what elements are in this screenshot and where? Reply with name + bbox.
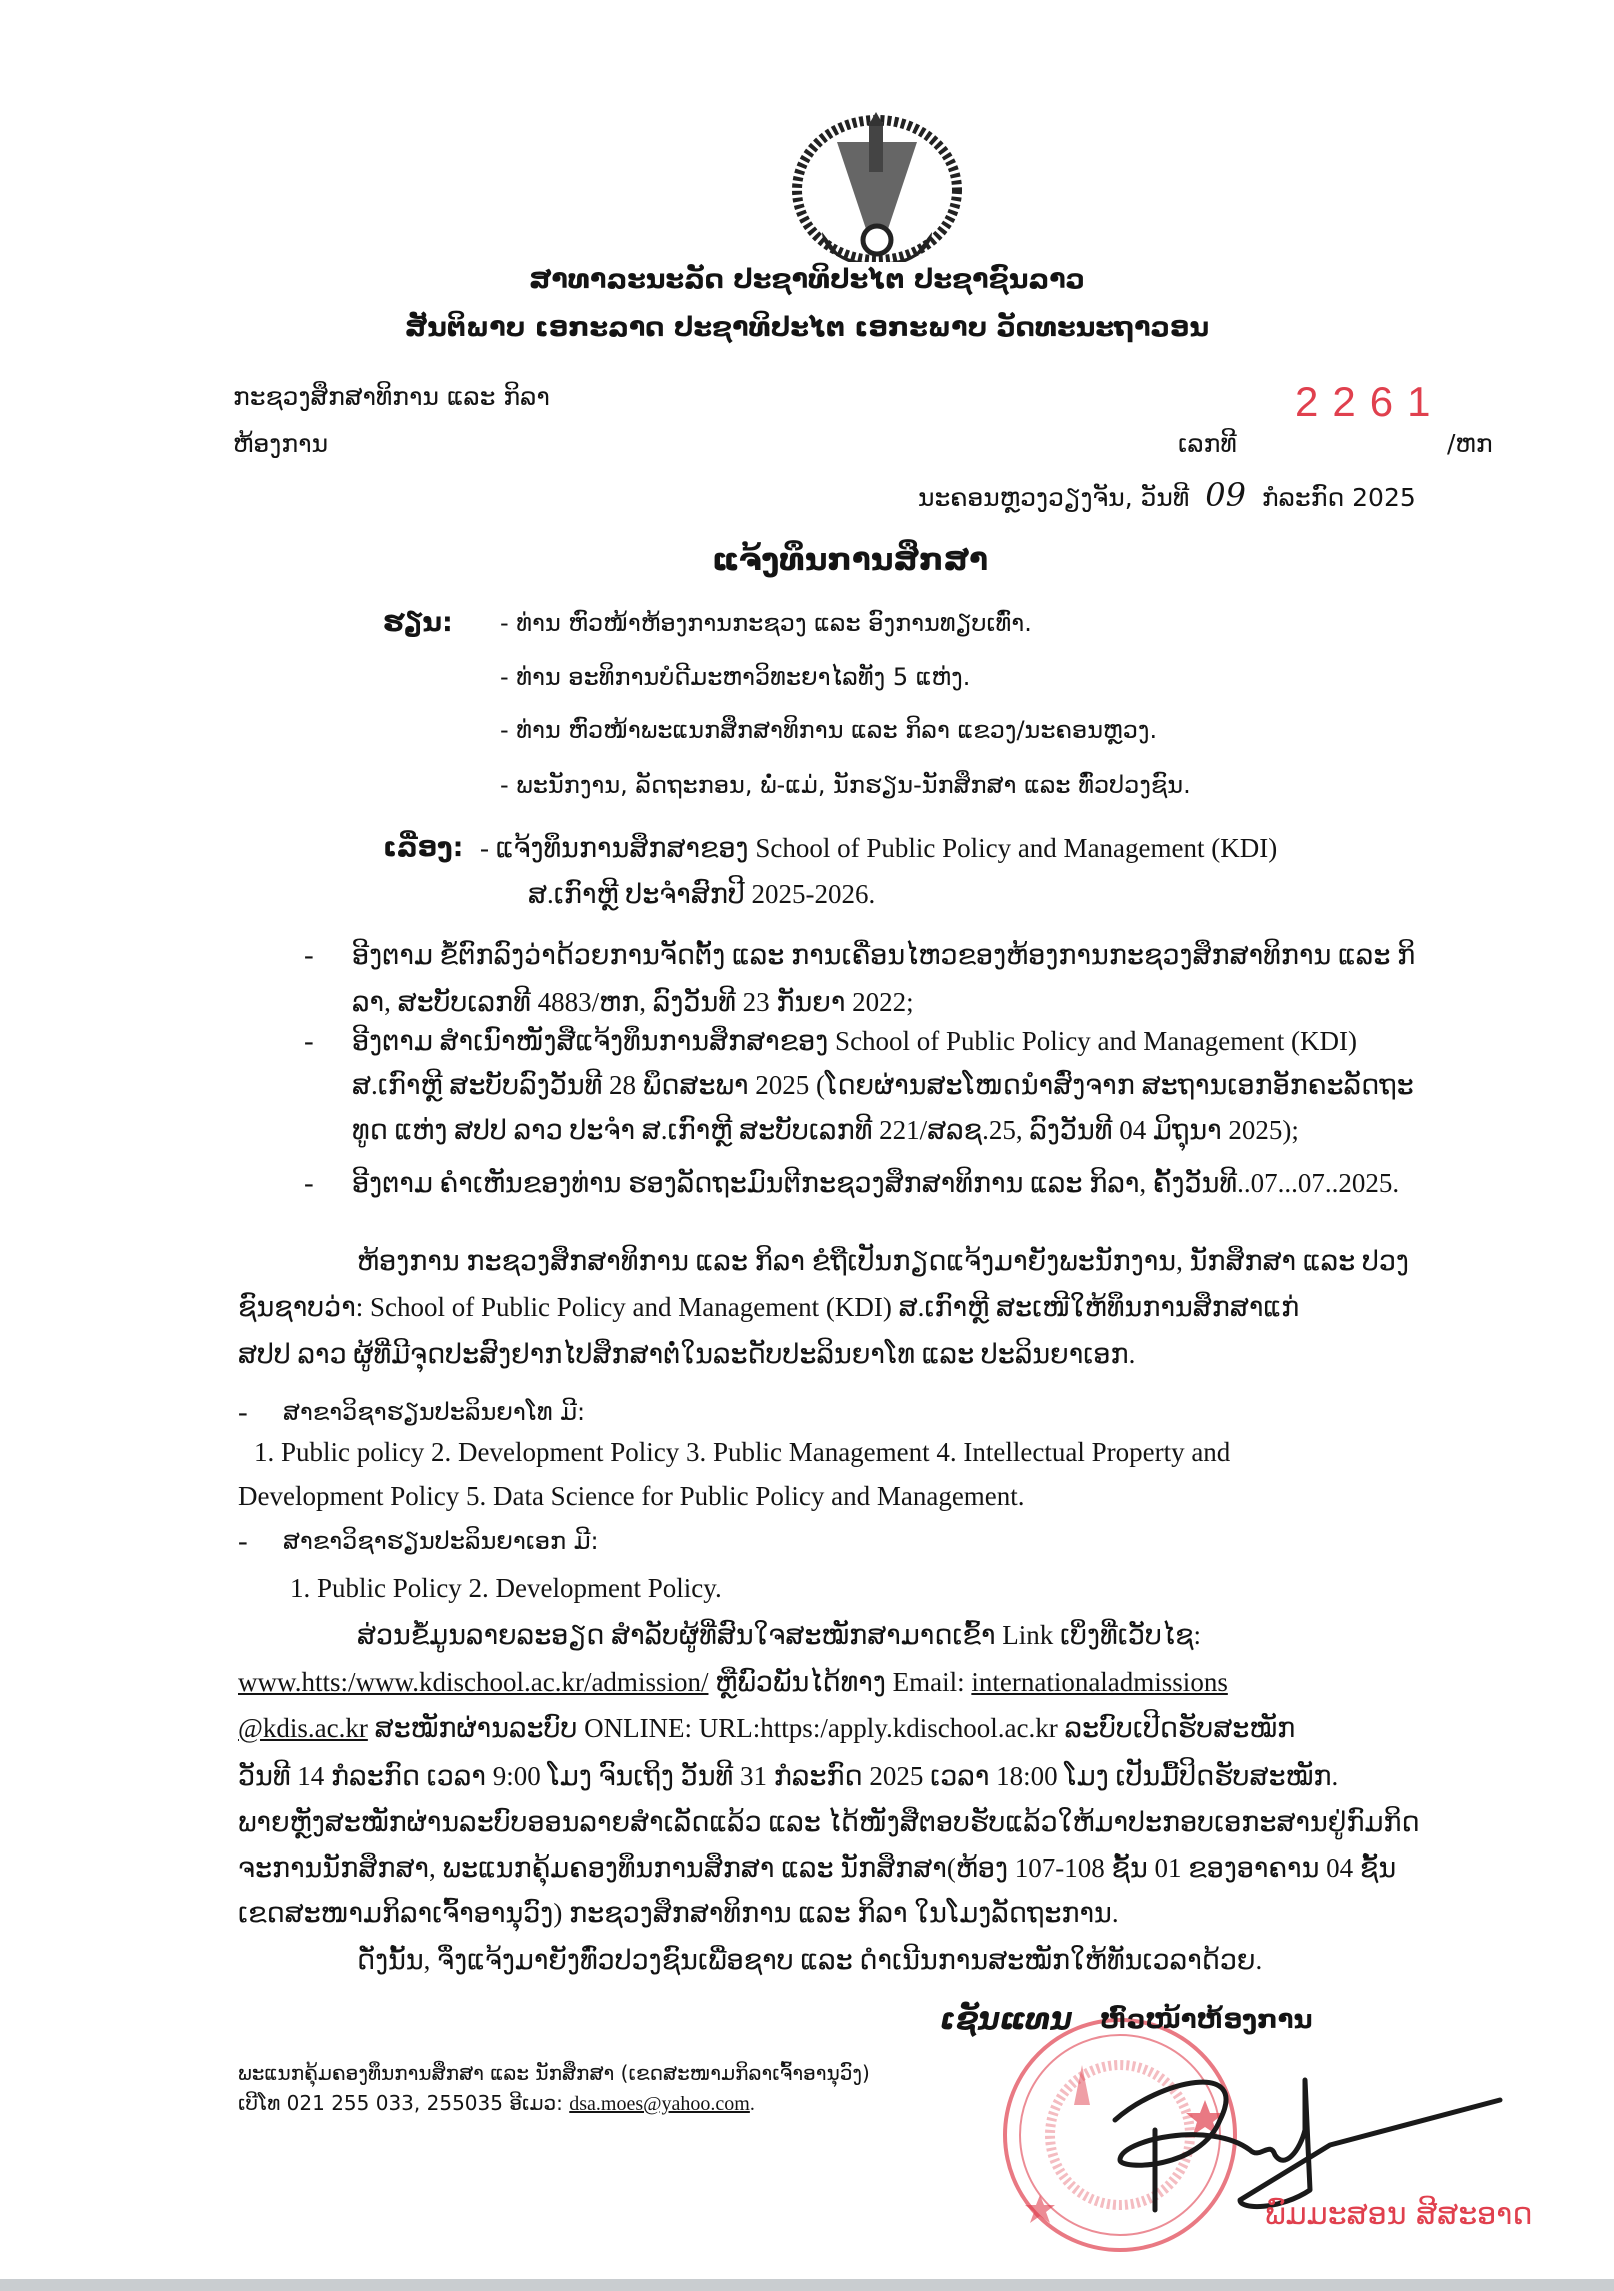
recipient-item: - ທ່ານ ອະທິການບໍດີມະຫາວິທະຍາໄລທັງ 5 ແຫ່ງ. xyxy=(500,663,971,691)
subject-line: - ແຈ້ງທຶນການສຶກສາຂອງ School of Public Policy and Management (KDI) xyxy=(480,833,1278,863)
document-title: ແຈ້ງທຶນການສຶກສາ xyxy=(712,542,989,578)
handwritten-day: 09 xyxy=(1205,476,1246,514)
phd-heading: ສາຂາວິຊາຮຽນປະລິນຍາເອກ ມີ: xyxy=(283,1527,599,1555)
place-date xyxy=(918,475,1416,518)
reference-bullet: - xyxy=(304,939,314,971)
subject-line: ສ.ເກົາຫຼີ ປະຈຳສົກປີ 2025-2026. xyxy=(528,879,876,909)
recipient-item: - ທ່ານ ຫົວໜ້າພະແນກສຶກສາທິການ ແລະ ກິລາ ແຂວງ/ນະຄອນຫຼວງ. xyxy=(500,716,1158,744)
closing-line: ດັ່ງນັ້ນ, ຈຶ່ງແຈ້ງມາຍັງທົ່ວປວງຊົນເພື່ອຊາບ ແລະ ດຳເນີນການສະໝັກໃຫ້ທັນເວລາດ້ວຍ. xyxy=(357,1945,1263,1975)
subject-label: ເລື່ອງ: xyxy=(383,832,464,863)
email-link-part1[interactable]: internationaladmissions xyxy=(971,1667,1228,1697)
signatory-title: ຫົວໜ້າຫ້ອງການ xyxy=(1100,2005,1313,2035)
masters-heading: ສາຂາວິຊາຮຽນປະລິນຍາໂທ ມີ: xyxy=(283,1398,586,1426)
signatory-name: ພົມມະສອນ ສີສະອາດ xyxy=(1265,2197,1533,2232)
footer-period: . xyxy=(749,2093,755,2115)
scan-edge xyxy=(0,2279,1614,2291)
online-line xyxy=(238,1708,1295,1748)
place-date-prefix: ນະຄອນຫຼວງວຽງຈັນ, ວັນທີ xyxy=(918,483,1190,512)
office-name: ຫ້ອງການ xyxy=(233,429,329,458)
recipients-label: ຮຽນ: xyxy=(383,607,453,638)
footer-phone: ເບີໂທ 021 255 033, 255035 ອີເມວ: xyxy=(238,2091,570,2115)
reference-bullet: - xyxy=(304,1167,314,1199)
body-line: ຊົນຊາບວ່າ: School of Public Policy and Management (KDI) ສ.ເກົາຫຼີ ສະເໜີໃຫ້ທຶນການສຶກສາແກ່ xyxy=(238,1292,1300,1322)
masters-programs: Development Policy 5. Data Science for Public Policy and Management. xyxy=(238,1481,1025,1511)
reference-line: ອີງຕາມ ຄຳເຫັນຂອງທ່ານ ຮອງລັດຖະມົນຕີກະຊວງສຶກສາທິການ ແລະ ກິລາ, ຄັ້ງວັນທີ..07...07..2025. xyxy=(352,1168,1400,1198)
footer-department: ພະແນກຄຸ້ມຄອງທຶນການສຶກສາ ແລະ ນັກສຶກສາ (ເຂດສະໜາມກິລາເຈົ້າອານຸວົງ) xyxy=(238,2061,870,2085)
phd-programs: 1. Public Policy 2. Development Policy. xyxy=(290,1573,722,1603)
details-intro: ສ່ວນຂໍ້ມູນລາຍລະອຽດ ສຳລັບຜູ້ທີ່ສົນໃຈສະໝັກສາມາດເຂົ້າ Link ເບິ່ງທີ່ເວັບໄຊ: xyxy=(357,1620,1202,1650)
ministry-name: ກະຊວງສຶກສາທິການ ແລະ ກິລາ xyxy=(233,382,550,411)
list-bullet: - xyxy=(238,1396,248,1428)
email-link-part2[interactable]: @kdis.ac.kr xyxy=(238,1713,368,1743)
body-line: ເຂດສະໜາມກິລາເຈົ້າອານຸວົງ) ກະຊວງສຶກສາທິການ ແລະ ກິລາ ໃນໂມງລັດຖະການ. xyxy=(238,1898,1119,1928)
reference-line: ອີງຕາມ ສຳເນົາໜັງສືແຈ້ງທຶນການສຶກສາຂອງ School of Public Policy and Management (KDI) xyxy=(352,1026,1357,1056)
country-heading: ສາທາລະນະລັດ ປະຊາທິປະໄຕ ປະຊາຊົນລາວ xyxy=(529,264,1085,295)
reference-line: ທູດ ແຫ່ງ ສປປ ລາວ ປະຈຳ ສ.ເກົາຫຼີ ສະບັບເລກທີ 221/ສລຊ.25, ລົງວັນທີ 04 ມິຖຸນາ 2025); xyxy=(352,1115,1299,1145)
contact-text: ຫຼືພົວພັນໄດ້ທາງ Email: xyxy=(708,1667,972,1697)
reference-line: ລາ, ສະບັບເລກທີ 4883/ຫກ, ລົງວັນທີ 23 ກັນຍາ 2022; xyxy=(352,987,914,1017)
reference-line: ອີງຕາມ ຂໍ້ຕົກລົງວ່າດ້ວຍການຈັດຕັ້ງ ແລະ ການເຄື່ອນໄຫວຂອງຫ້ອງການກະຊວງສຶກສາທິການ ແລະ ກິ xyxy=(352,940,1416,970)
number-suffix: /ຫກ xyxy=(1447,429,1493,458)
national-emblem xyxy=(742,112,1012,262)
recipient-item: - ພະນັກງານ, ລັດຖະກອນ, ພໍ່-ແມ່, ນັກຮຽນ-ນັກສຶກສາ ແລະ ທົ່ວປວງຊົນ. xyxy=(500,771,1191,799)
body-line: ພາຍຫຼັງສະໝັກຜ່ານລະບົບອອນລາຍສຳເລັດແລ້ວ ແລະ ໄດ້ໜັງສືຕອບຮັບແລ້ວໃຫ້ມາປະກອບເອກະສານຢູ່ກົມກິດ xyxy=(238,1807,1420,1837)
number-label: ເລກທີ xyxy=(1178,429,1237,458)
recipient-item: - ທ່ານ ຫົວໜ້າຫ້ອງການກະຊວງ ແລະ ອົງການທຽບເທົ່າ. xyxy=(500,609,1032,637)
body-line: ຈະການນັກສຶກສາ, ພະແນກຄຸ້ມຄອງທຶນການສຶກສາ ແລະ ນັກສຶກສາ(ຫ້ອງ 107-108 ຊັ້ນ 01 ຂອງອາຄານ 04 ຊັ້ນ xyxy=(238,1853,1397,1883)
contact-line xyxy=(238,1662,1228,1702)
motto-heading: ສັນຕິພາບ ເອກະລາດ ປະຊາທິປະໄຕ ເອກະພາບ ວັດທະນະຖາວອນ xyxy=(404,312,1210,343)
website-link[interactable]: www.htts:/www.kdischool.ac.kr/admission/ xyxy=(238,1667,709,1697)
body-line: ວັນທີ 14 ກໍລະກົດ ເວລາ 9:00 ໂມງ ຈົນເຖິງ ວັນທີ 31 ກໍລະກົດ 2025 ເວລາ 18:00 ໂມງ ເປັນມື້ປິດຮັບສະໝັກ. xyxy=(238,1761,1339,1791)
list-bullet: - xyxy=(238,1525,248,1557)
footer-contact xyxy=(238,2088,755,2119)
signed-on-behalf: ເຊັນແທນ xyxy=(940,2002,1072,2037)
footer-email-link[interactable]: dsa.moes@yahoo.com xyxy=(569,2093,750,2115)
reference-line: ສ.ເກົາຫຼີ ສະບັບລົງວັນທີ 28 ພຶດສະພາ 2025 (ໂດຍຜ່ານສະໂໜດນຳສົ່ງຈາກ ສະຖານເອກອັກຄະລັດຖະ xyxy=(352,1070,1414,1100)
masters-programs: 1. Public policy 2. Development Policy 3. Public Management 4. Intellectual Property and xyxy=(254,1437,1231,1467)
place-date-suffix: ກໍລະກົດ 2025 xyxy=(1261,483,1416,512)
document-number-stamp: 2261 xyxy=(1295,378,1445,425)
body-line: ຫ້ອງການ ກະຊວງສຶກສາທິການ ແລະ ກິລາ ຂໍຖືເປັນກຽດແຈ້ງມາຍັງພະນັກງານ, ນັກສຶກສາ ແລະ ປວງ xyxy=(357,1246,1409,1276)
reference-bullet: - xyxy=(304,1025,314,1057)
online-text: ສະໝັກຜ່ານລະບົບ ONLINE: URL:https:/apply.kdischool.ac.kr ລະບົບເປີດຮັບສະໝັກ xyxy=(367,1713,1296,1743)
body-line: ສປປ ລາວ ຜູ້ທີ່ມີຈຸດປະສົງຢາກໄປສຶກສາຕໍ່ໃນລະດັບປະລິນຍາໂທ ແລະ ປະລິນຍາເອກ. xyxy=(238,1339,1136,1369)
